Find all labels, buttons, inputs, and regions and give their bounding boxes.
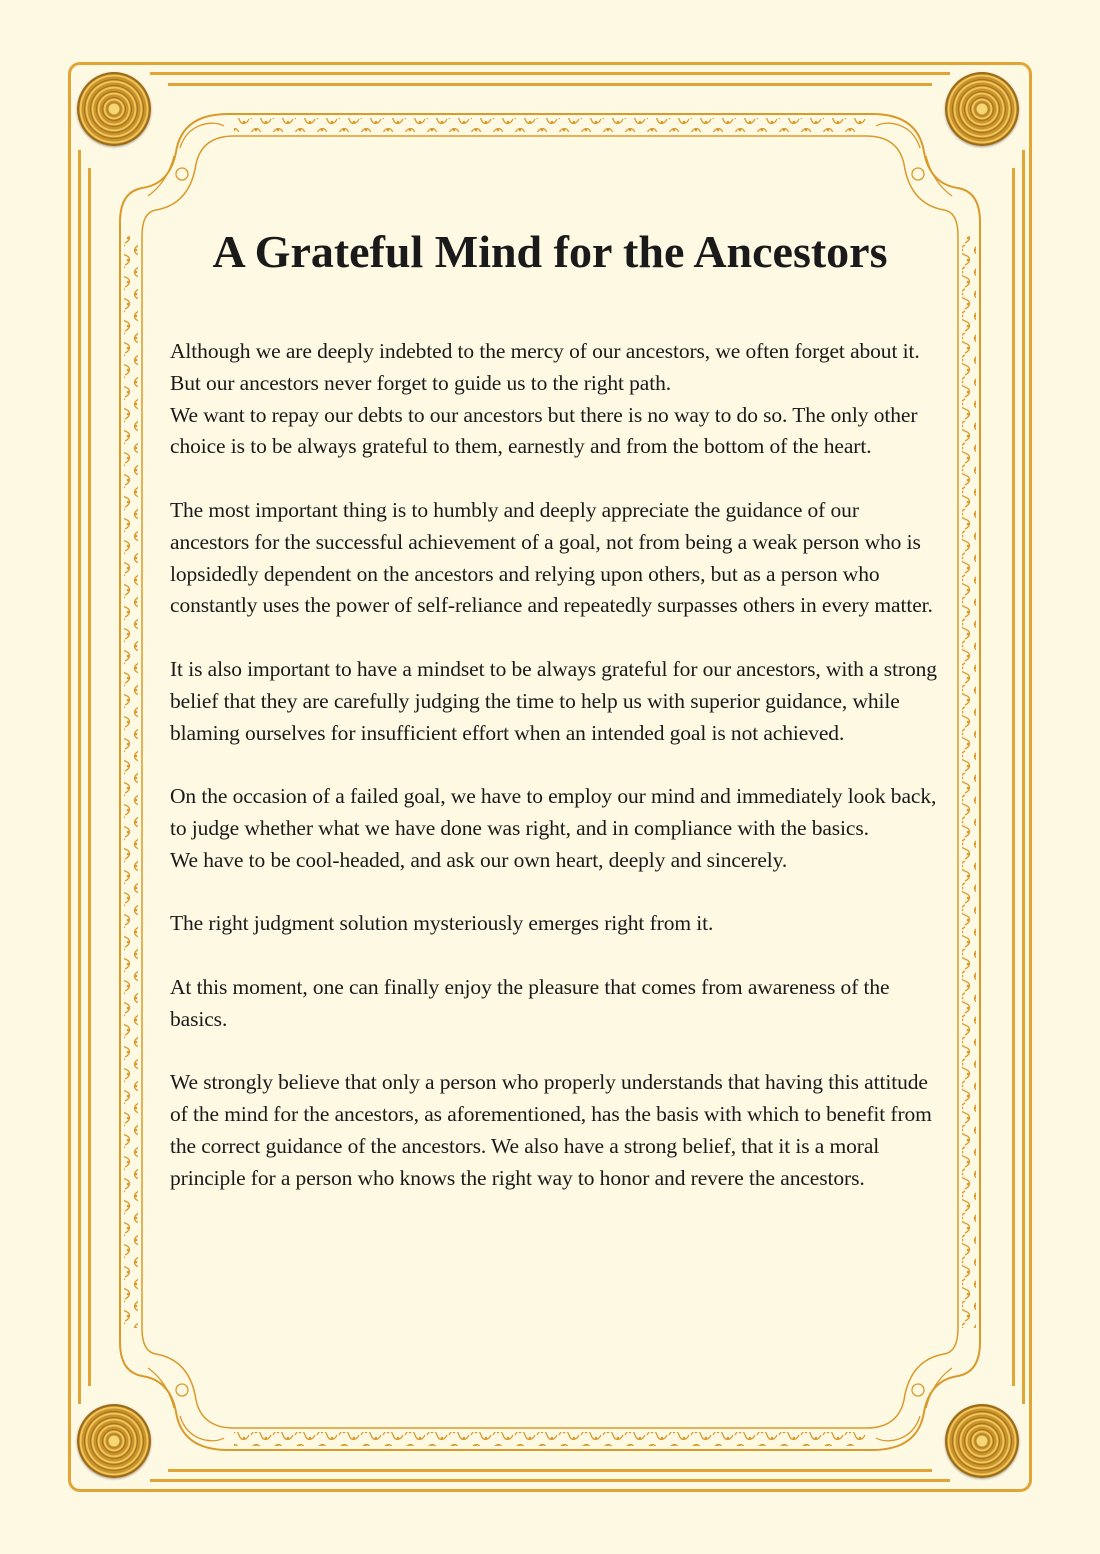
paragraph-2 [170, 495, 940, 622]
paragraph-7 [170, 1067, 940, 1194]
paragraph-6 [170, 972, 940, 1036]
paragraph-line: We want to repay our debts to our ancestors but there is no way to do so. The only other choice is to be always grateful to them, earnestly and from the bottom of the heart. [170, 402, 918, 459]
top-rule-1 [150, 72, 950, 75]
medallion-bottom-left [77, 1404, 151, 1478]
right-rule-1 [1012, 168, 1015, 1386]
paragraph-5 [170, 908, 940, 940]
bottom-rule-2 [150, 1479, 950, 1482]
right-rule-2 [1022, 150, 1025, 1404]
paragraph-3 [170, 654, 940, 749]
left-rule-1 [78, 150, 81, 1404]
medallion-top-right [945, 72, 1019, 146]
medallion-top-left [77, 72, 151, 146]
top-rule-2 [168, 83, 932, 86]
left-rule-2 [88, 168, 91, 1386]
paragraph-line: Although we are deeply indebted to the mercy of our ancestors, we often forget about it. But our ancestors never forget to guide us to the right path. [170, 339, 920, 395]
paragraph-line: The most important thing is to humbly and deeply appreciate the guidance of our ancestors for the successful achievement of a goal, not from being a weak person who is lopsidedly dependent on the ancestors and relying upon others, but as a person who constantly uses the power of self-reliance and repeatedly surpasses others in every matter. [170, 497, 933, 618]
paragraph-line: At this moment, one can finally enjoy the pleasure that comes from awareness of the basics. [170, 974, 890, 1031]
paragraph-line: It is also important to have a mindset to be always grateful for our ancestors, with a strong belief that they are carefully judging the time to help us with superior guidance, while blaming ourselves for insufficient effort when an intended goal is not achieved. [170, 656, 937, 745]
paragraph-4 [170, 781, 940, 876]
paragraph-1 [170, 336, 940, 463]
paragraph-line: We strongly believe that only a person who properly understands that having this attitude of the mind for the ancestors, as aforementioned, has the basis with which to benefit from the correct guidance of the ancestors. We also have a strong belief, that it is a moral principle for a person who knows the right way to honor and revere the ancestors. [170, 1070, 932, 1190]
paragraph-line: On the occasion of a failed goal, we have to employ our mind and immediately look back, to judge whether what we have done was right, and in compliance with the basics. [170, 784, 937, 840]
document-body [170, 336, 940, 1226]
paragraph-line: We have to be cool-headed, and ask our own heart, deeply and sincerely. [170, 847, 788, 872]
document-title: A Grateful Mind for the Ancestors [212, 226, 888, 277]
medallion-bottom-right [945, 1404, 1019, 1478]
paragraph-line: The right judgment solution mysteriously emerges right from it. [170, 911, 714, 936]
bottom-rule-1 [168, 1469, 932, 1472]
